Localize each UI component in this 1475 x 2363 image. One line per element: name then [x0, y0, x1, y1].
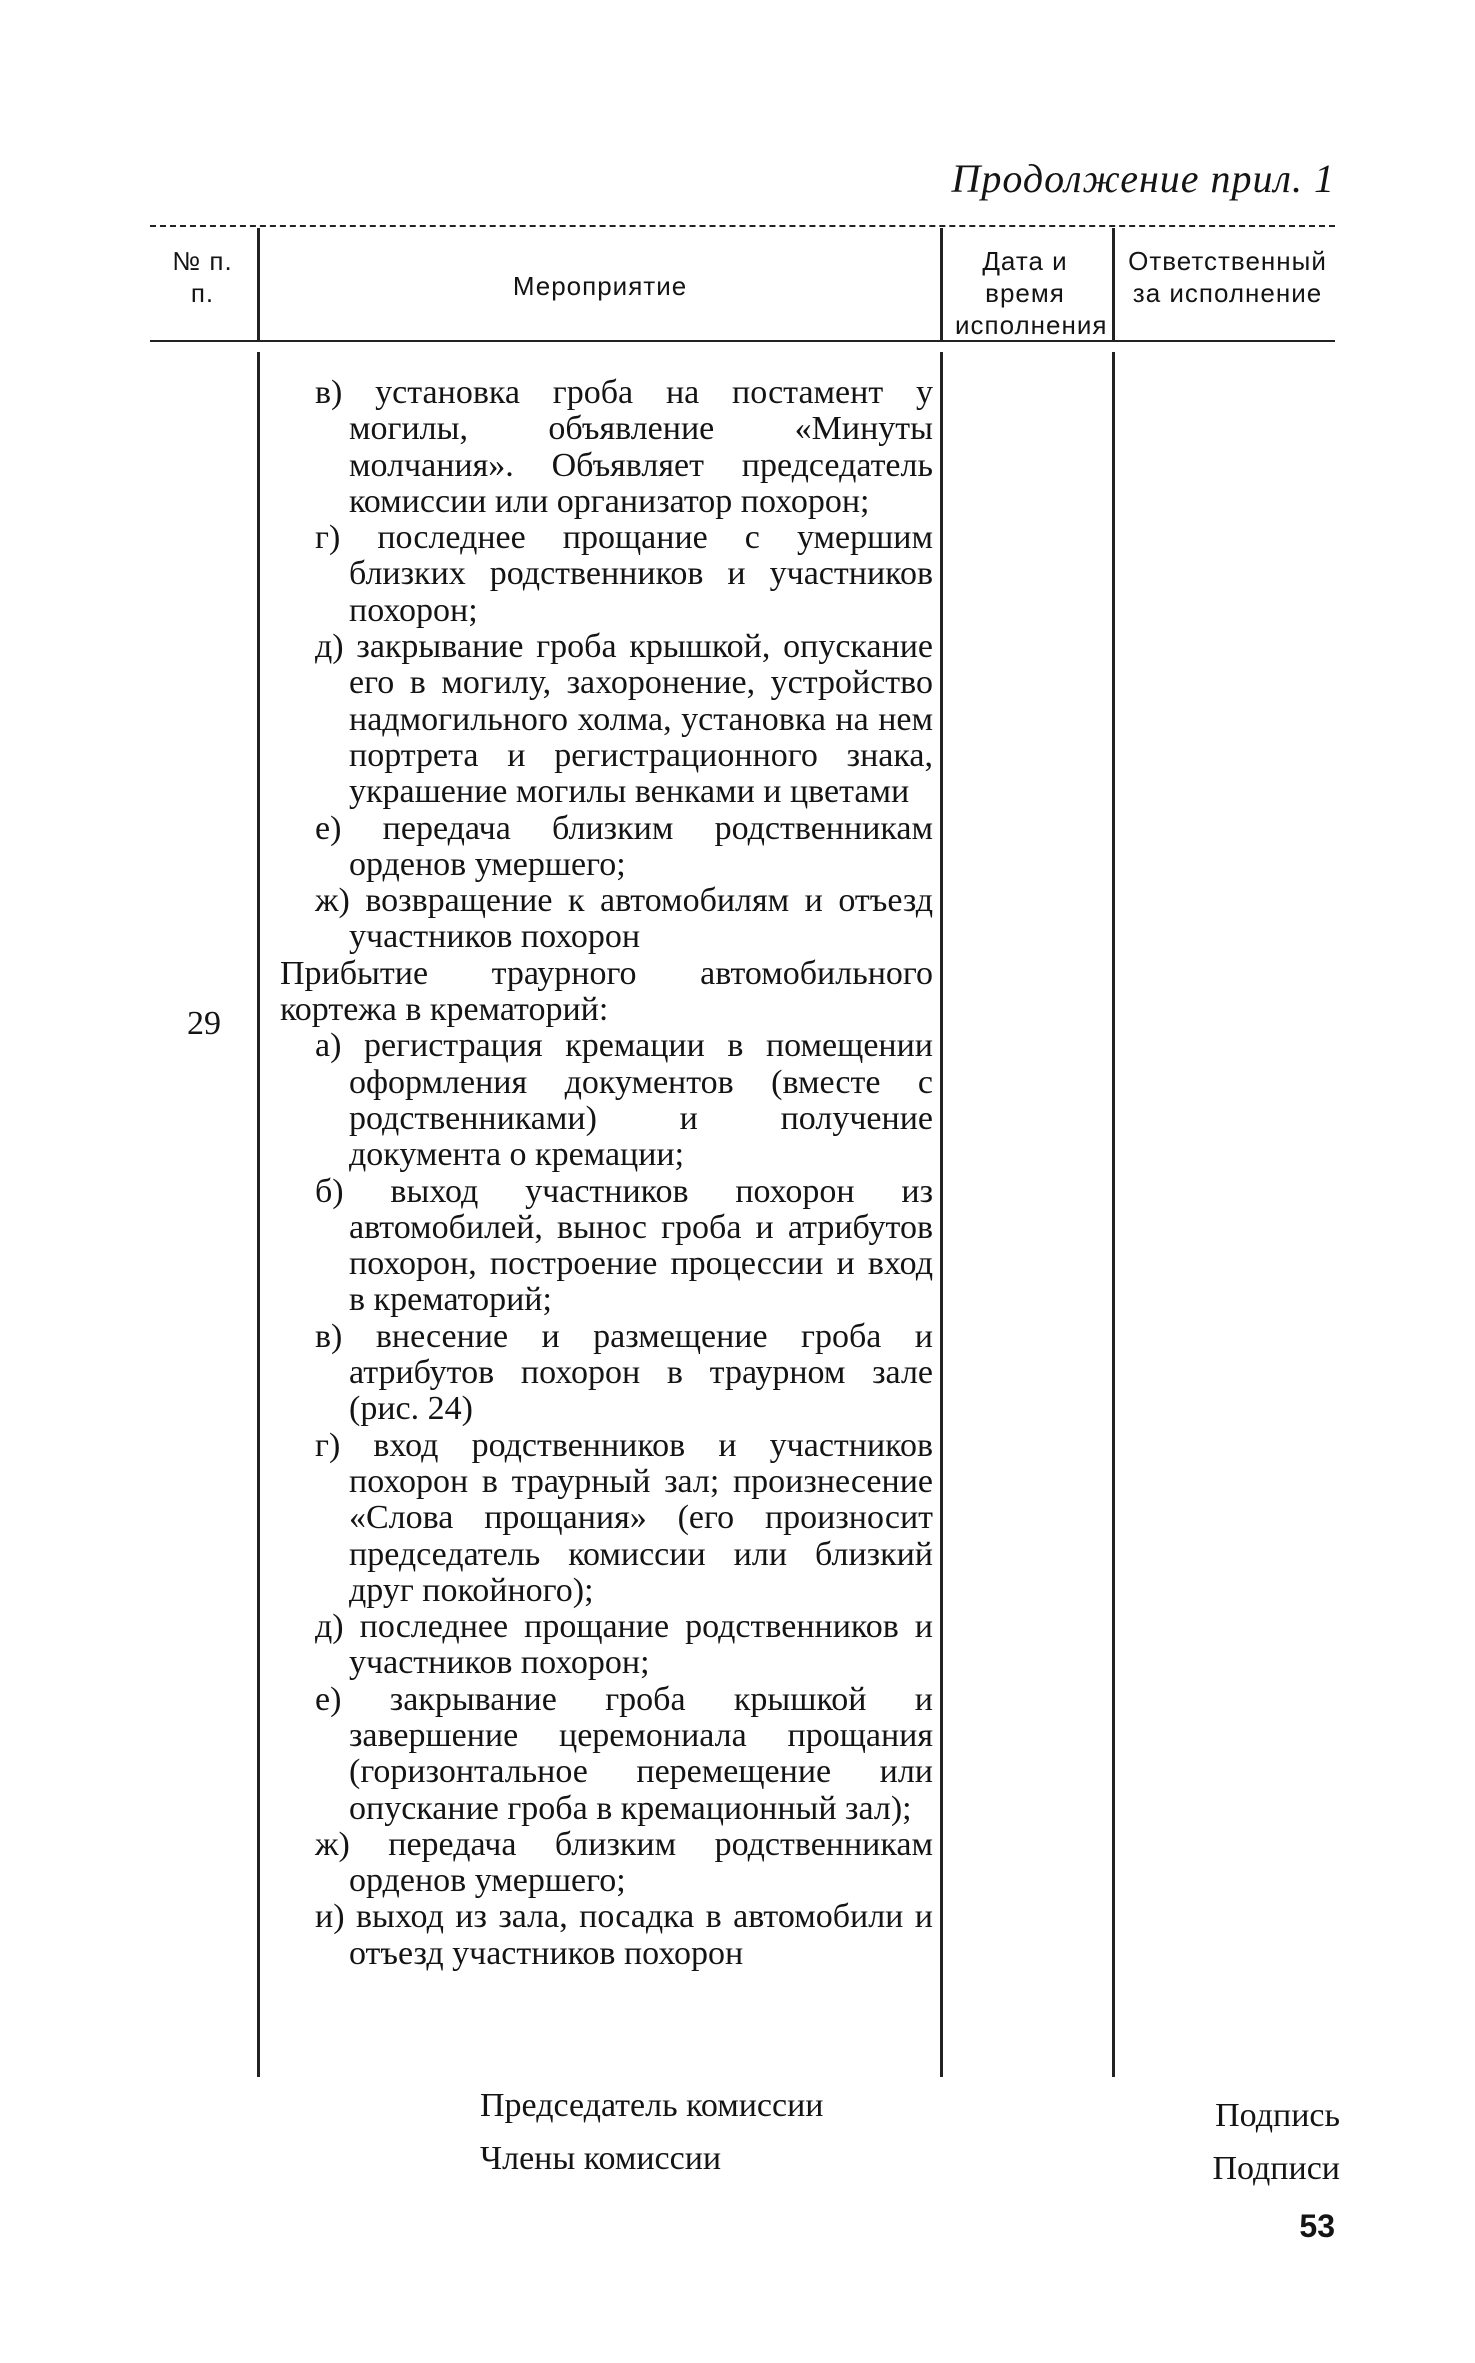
column-header-responsible — [1115, 245, 1340, 309]
row-number: 29 — [187, 1005, 221, 1042]
column-divider-1-body — [257, 352, 260, 2077]
chair-signature: Подпись — [1215, 2097, 1340, 2134]
column-divider-3 — [1112, 228, 1115, 340]
column-divider-3-body — [1112, 352, 1115, 2077]
members-label: Члены комиссии — [480, 2140, 722, 2177]
list-item: в) внесение и размещение гроба и атрибутов похорон в траурном зале (рис. 24) — [315, 1317, 933, 1428]
list-item: е) передача близким родственникам орденов умершего; — [315, 809, 933, 883]
list-item: ж) возвращение к автомобилям и отъезд участников похорон — [315, 882, 933, 956]
column-header-number — [150, 245, 255, 309]
members-signature: Подписи — [1212, 2150, 1340, 2187]
row-intro-text: Прибытие траурного автомобильного кортежа в крематорий: — [280, 954, 933, 1029]
column-header-event: Мероприятие — [512, 271, 688, 301]
list-item: д) закрывание гроба крышкой, опускание его в могилу, захоронение, устройство надмогильного холма, установка на нем портрета и регистрационного знака, украшение могилы венками и цветами — [315, 628, 933, 811]
table-body-text — [280, 374, 933, 1972]
list-item: е) закрывание гроба крышкой и завершение церемониала прощания (горизонтальное перемещение или опускание гроба в кремационный зал); — [315, 1680, 933, 1827]
list-item: д) последнее прощание родственников и участников похорон; — [315, 1608, 933, 1682]
chair-label: Председатель комиссии — [480, 2087, 824, 2124]
list-item: ж) передача близким родственникам орденов умершего; — [315, 1825, 933, 1900]
column-header-responsible-label: Ответственный за исполнение — [1128, 246, 1327, 308]
continuation-heading: Продолжение прил. 1 — [951, 156, 1335, 201]
table-top-rule — [150, 225, 1335, 227]
list-item: а) регистрация кремации в помещении оформления документов (вместе с родственниками) и получение документа о кремации; — [315, 1027, 933, 1174]
column-header-date — [940, 245, 1110, 341]
list-item: г) последнее прощание с умершим близких родственников и участников похорон; — [315, 519, 933, 629]
column-header-number-label: № п. п. — [172, 246, 233, 308]
column-divider-1 — [257, 228, 260, 340]
column-divider-2 — [940, 228, 943, 340]
column-divider-2-body — [940, 352, 943, 2077]
list-item: г) вход родственников и участников похорон в траурный зал; произнесение «Слова прощания» (его произносит председатель комиссии или близкий друг покойного); — [315, 1426, 933, 1609]
list-item: б) выход участников похорон из автомобилей, вынос гроба и атрибутов похорон, построение процессии и вход в крематорий; — [315, 1172, 933, 1319]
list-item: в) установка гроба на постамент у могилы, объявление «Минуты молчания». Объявляет председатель комиссии или организатор похорон; — [315, 374, 933, 520]
page-number: 53 — [1299, 2208, 1335, 2244]
table-header-rule — [150, 340, 1335, 342]
column-header-date-label: Дата и время исполнения — [955, 246, 1108, 340]
list-item: и) выход из зала, посадка в автомобили и отъезд участников похорон — [315, 1898, 933, 1972]
